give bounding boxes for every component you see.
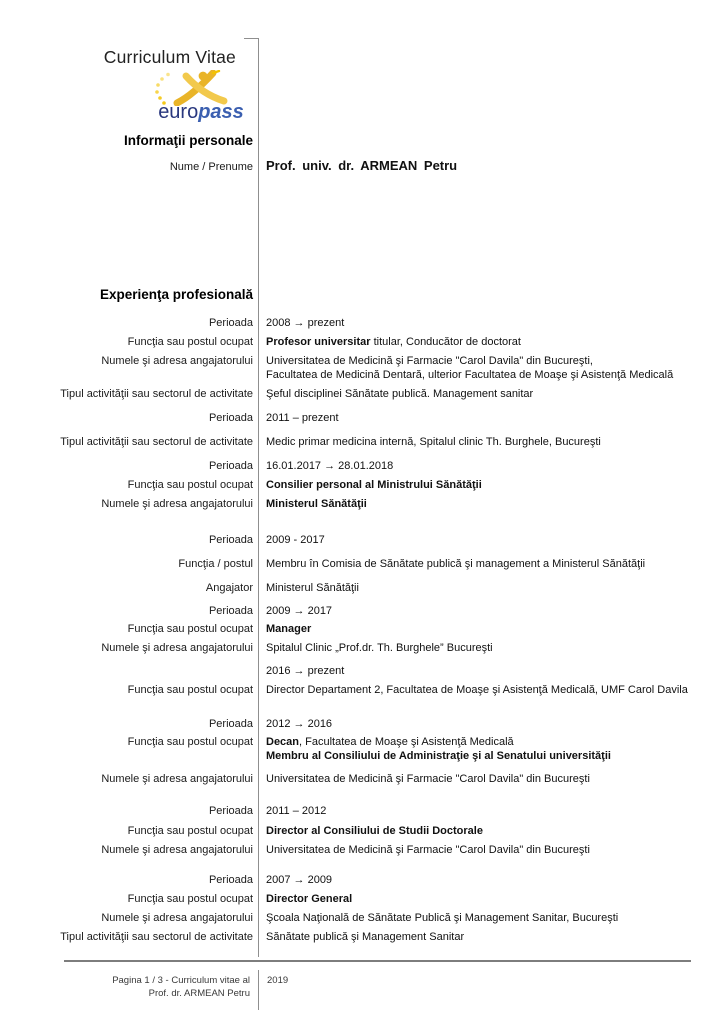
footer-divider-vertical: [258, 970, 259, 1010]
row-value-line: [266, 843, 716, 857]
value-segment: Universitatea de Medicină şi Farmacie "Carol Davila" din Bucureşti,: [266, 355, 593, 367]
row-label: Numele şi adresa angajatorului: [101, 498, 253, 510]
row-value-line: [266, 316, 716, 330]
row-value-line: [266, 622, 716, 636]
table-row: [0, 459, 724, 473]
row-value-line: [266, 533, 716, 547]
table-row: [0, 478, 724, 492]
name-label: Nume / Prenume: [169, 161, 253, 173]
row-value: [253, 478, 724, 492]
row-value-line: [266, 911, 716, 925]
table-row: [0, 824, 724, 838]
row-value-line: [266, 824, 716, 838]
table-row: [0, 533, 724, 547]
table-row: [0, 387, 724, 401]
row-value-line: [266, 557, 716, 571]
table-row: [0, 354, 724, 382]
value-segment: 2012 → 2016: [266, 718, 333, 730]
row-value-line: [266, 435, 716, 449]
row-label: Funcţia sau postul ocupat: [127, 336, 253, 348]
value-segment: 2008 → prezent: [266, 317, 345, 329]
logo-euro-text: euro: [158, 101, 199, 123]
footer-year: 2019: [267, 975, 289, 986]
row-label: Numele şi adresa angajatorului: [101, 642, 253, 654]
row-value-line: [266, 717, 716, 731]
row-value: [253, 435, 724, 449]
table-row: [0, 772, 724, 786]
row-label: Perioada: [208, 317, 253, 329]
table-row: [0, 581, 724, 595]
logo-pass-text: pass: [198, 101, 244, 123]
value-segment: titular, Conducător de doctorat: [370, 336, 521, 348]
row-value: [253, 459, 724, 473]
value-segment-bold: Manager: [266, 623, 312, 635]
value-segment: Şeful disciplinei Sănătate publică. Management sanitar: [266, 388, 534, 400]
row-value: [253, 557, 724, 571]
row-label: Funcţia / postul: [178, 558, 253, 570]
row-value-line: [266, 772, 716, 786]
value-segment: Spitalul Clinic „Prof.dr. Th. Burghele” Bucureşti: [266, 642, 493, 654]
row-label: Perioada: [208, 874, 253, 886]
row-value: [253, 497, 724, 511]
value-segment: Sănătate publică şi Management Sanitar: [266, 931, 465, 943]
value-segment: Şcoala Naţională de Sănătate Publică şi Management Sanitar, Bucureşti: [266, 912, 619, 924]
table-row: [0, 683, 724, 697]
value-segment: Facultatea de Medicină Dentară, ulterior Facultatea de Moaşe şi Asistenţă Medicală: [266, 369, 674, 381]
row-value: [253, 411, 724, 425]
value-segment: Universitatea de Medicină şi Farmacie "Carol Davila" din Bucureşti: [266, 773, 590, 785]
row-value: [253, 581, 724, 595]
table-row: [0, 641, 724, 655]
row-value: [253, 930, 724, 944]
row-label: Perioada: [208, 605, 253, 617]
row-value-line: [266, 892, 716, 906]
row-label: Perioada: [208, 718, 253, 730]
name-value: Prof. univ. dr. ARMEAN Petru: [266, 158, 458, 173]
value-segment-bold: Director al Consiliului de Studii Doctorale: [266, 825, 483, 837]
row-label: Tipul activităţii sau sectorul de activitate: [60, 931, 253, 943]
table-row: [0, 717, 724, 731]
row-value-line: [266, 749, 716, 763]
value-segment: 2011 – prezent: [266, 412, 339, 424]
value-segment-bold: Ministerul Sănătăţii: [266, 498, 367, 510]
row-value-line: [266, 873, 716, 887]
row-value-line: [266, 387, 716, 401]
row-value-line: [266, 683, 716, 697]
table-row: [0, 557, 724, 571]
row-value-line: [266, 335, 716, 349]
row-label: Perioada: [208, 805, 253, 817]
table-row: [0, 873, 724, 887]
footer-page-line1: Pagina 1 / 3 - Curriculum vitae al: [112, 975, 250, 986]
table-row: [0, 335, 724, 349]
footer-page-info: [0, 974, 250, 1000]
row-value-line: [266, 664, 716, 678]
section-heading-experience: Experienţa profesională: [99, 287, 253, 302]
row-label: Numele şi adresa angajatorului: [101, 912, 253, 924]
row-value: [253, 664, 724, 678]
row-value: [253, 316, 724, 330]
table-row: [0, 435, 724, 449]
table-row: [0, 930, 724, 944]
row-value: [253, 804, 724, 818]
row-value: [253, 622, 724, 636]
row-value-line: [266, 459, 716, 473]
footer-page-line2: Prof. dr. ARMEAN Petru: [148, 988, 250, 999]
row-value: [253, 735, 724, 763]
table-row: [0, 497, 724, 511]
row-value: [253, 604, 724, 618]
value-segment: , Facultatea de Moaşe şi Asistenţă Medicală: [299, 736, 514, 748]
name-row: [0, 158, 724, 174]
value-segment-bold: Profesor universitar: [266, 336, 371, 348]
column-divider-top-tick: [244, 38, 259, 39]
row-label: Numele şi adresa angajatorului: [101, 773, 253, 785]
row-label: Tipul activităţii sau sectorul de activitate: [60, 436, 253, 448]
row-value-line: [266, 368, 716, 382]
row-label: Perioada: [208, 412, 253, 424]
value-segment-bold: Director General: [266, 893, 353, 905]
row-value-line: [266, 478, 716, 492]
row-label: Funcţia sau postul ocupat: [127, 736, 253, 748]
value-segment: 2009 → 2017: [266, 605, 333, 617]
row-label: Perioada: [208, 460, 253, 472]
experience-table: [0, 316, 724, 944]
row-value-line: [266, 497, 716, 511]
page-title: Curriculum Vitae: [103, 47, 236, 67]
row-label: Funcţia sau postul ocupat: [127, 479, 253, 491]
table-row: [0, 843, 724, 857]
row-value-line: [266, 411, 716, 425]
row-value-line: [266, 804, 716, 818]
table-row: [0, 735, 724, 763]
row-value-line: [266, 930, 716, 944]
row-value: [253, 717, 724, 731]
row-value-line: [266, 735, 716, 749]
section-heading-personal: Informaţii personale: [123, 133, 253, 148]
value-segment: 2011 – 2012: [266, 805, 327, 817]
value-segment-bold: Consilier personal al Ministrului Sănătăţii: [266, 479, 482, 491]
row-value: [253, 911, 724, 925]
row-value: [253, 335, 724, 349]
row-label: Funcţia sau postul ocupat: [127, 623, 253, 635]
europass-logo: [150, 70, 252, 122]
table-row: [0, 622, 724, 636]
row-value-line: [266, 581, 716, 595]
row-label: Angajator: [205, 582, 253, 594]
table-row: [0, 604, 724, 618]
table-row: [0, 892, 724, 906]
value-segment: Ministerul Sănătăţii: [266, 582, 359, 594]
row-value: [253, 387, 724, 401]
row-value: [253, 641, 724, 655]
table-row: [0, 664, 724, 678]
row-value: [253, 843, 724, 857]
row-value-line: [266, 354, 716, 368]
value-segment: Director Departament 2, Facultatea de Moaşe şi Asistenţă Medicală, UMF Carol Davila: [266, 684, 688, 696]
row-label: Numele şi adresa angajatorului: [101, 844, 253, 856]
row-value: [253, 533, 724, 547]
value-segment: Universitatea de Medicină şi Farmacie "Carol Davila" din Bucureşti: [266, 844, 590, 856]
row-value: [253, 824, 724, 838]
table-row: [0, 411, 724, 425]
value-segment-bold: Decan: [266, 736, 300, 748]
row-label: Funcţia sau postul ocupat: [127, 684, 253, 696]
row-label: Numele şi adresa angajatorului: [101, 355, 253, 367]
value-segment: 2009 - 2017: [266, 534, 325, 546]
value-segment: 16.01.2017 → 28.01.2018: [266, 460, 394, 472]
row-value: [253, 892, 724, 906]
row-label: Tipul activităţii sau sectorul de activitate: [60, 388, 253, 400]
europass-wordmark: [150, 102, 252, 122]
row-value: [253, 683, 724, 697]
table-row: [0, 316, 724, 330]
table-row: [0, 804, 724, 818]
row-label: Funcţia sau postul ocupat: [127, 825, 253, 837]
row-value: [253, 772, 724, 786]
row-value: [253, 354, 724, 382]
value-segment: Medic primar medicina internă, Spitalul clinic Th. Burghele, Bucureşti: [266, 436, 601, 448]
value-segment-bold: Membru al Consiliului de Administraţie şi al Senatului universităţii: [266, 750, 611, 762]
value-segment: 2007 → 2009: [266, 874, 333, 886]
row-label: Perioada: [208, 534, 253, 546]
footer-divider-line: [64, 960, 691, 962]
row-value-line: [266, 641, 716, 655]
table-row: [0, 911, 724, 925]
row-label: Funcţia sau postul ocupat: [127, 893, 253, 905]
value-segment: Membru în Comisia de Sănătate publică şi management a Ministerul Sănătăţii: [266, 558, 646, 570]
row-value: [253, 873, 724, 887]
row-value-line: [266, 604, 716, 618]
value-segment: 2016 → prezent: [266, 665, 345, 677]
